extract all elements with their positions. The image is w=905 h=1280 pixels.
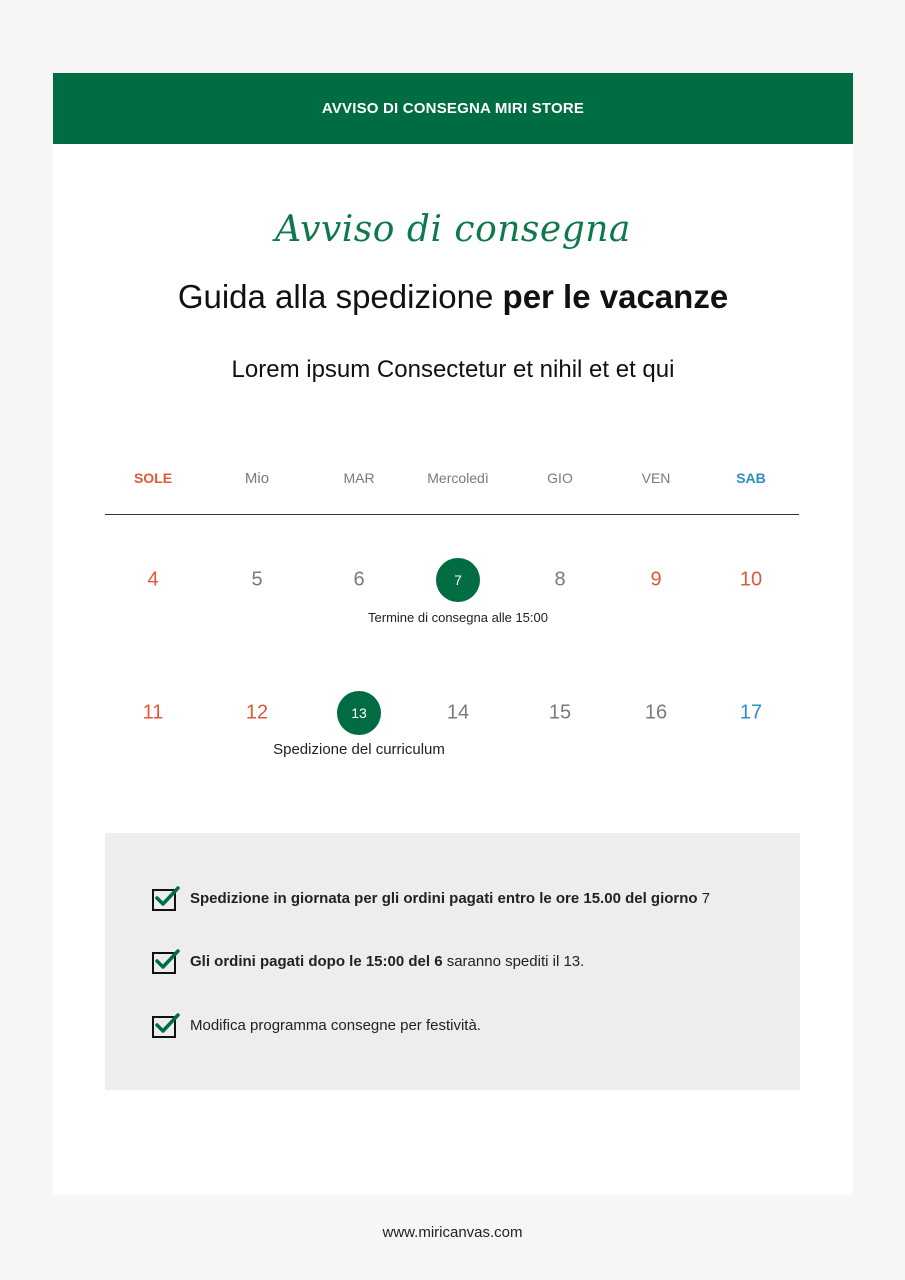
day-header-mon: Mio <box>244 470 270 487</box>
footer-url[interactable]: www.miricanvas.com <box>382 1224 523 1241</box>
date-10: 10 <box>739 568 763 591</box>
checkbox-checked-icon <box>152 885 180 911</box>
checklist-item <box>152 948 584 974</box>
checklist-item-text: 7 <box>697 889 711 907</box>
date-9: 9 <box>650 568 662 591</box>
checklist-item <box>152 1012 481 1038</box>
script-title: Avviso di consegna <box>275 209 631 250</box>
date-6: 6 <box>353 568 365 591</box>
banner-title: AVVISO DI CONSEGNA MIRI STORE <box>321 100 585 117</box>
date-5: 5 <box>251 568 263 591</box>
note-delivery-deadline: Termine di consegna alle 15:00 <box>368 610 548 625</box>
day-header-sun: SOLE <box>133 470 173 486</box>
headline-bold: per le vacanze <box>502 278 729 315</box>
checkbox-checked-icon <box>152 948 180 974</box>
date-17: 17 <box>739 701 763 724</box>
date-11: 11 <box>142 701 164 724</box>
day-header-sat: SAB <box>736 470 766 486</box>
info-panel <box>105 833 800 1090</box>
date-8: 8 <box>554 568 566 591</box>
checklist-item-bold: Gli ordini pagati dopo le 15:00 del 6 <box>190 952 443 970</box>
checklist-item-text: Modifica programma consegne per festività. <box>190 1016 481 1034</box>
day-header-wed: Mercoledì <box>427 470 489 486</box>
date-14: 14 <box>446 701 470 724</box>
checklist-item-text: saranno spediti il 13. <box>442 952 585 970</box>
date-15: 15 <box>548 701 572 724</box>
date-12: 12 <box>245 701 269 724</box>
date-7-highlight: 7 <box>436 558 480 602</box>
note-shipping: Spedizione del curriculum <box>273 741 445 758</box>
day-header-fri: VEN <box>641 470 671 486</box>
calendar-divider <box>105 514 799 515</box>
day-header-tue: MAR <box>343 470 375 486</box>
date-16: 16 <box>644 701 668 724</box>
date-4: 4 <box>147 568 159 591</box>
checkbox-checked-icon <box>152 1012 180 1038</box>
delivery-notice-card <box>53 73 853 1195</box>
top-banner <box>53 73 853 144</box>
checklist-item <box>152 885 710 911</box>
subtitle: Lorem ipsum Consectetur et nihil et et qui <box>231 356 675 383</box>
headline-regular: Guida alla spedizione <box>177 278 503 315</box>
page-title <box>53 278 853 316</box>
date-13-highlight: 13 <box>337 691 381 735</box>
checklist-item-bold: Spedizione in giornata per gli ordini pagati entro le ore 15.00 del giorno <box>190 889 698 907</box>
day-header-thu: GIO <box>547 470 573 486</box>
